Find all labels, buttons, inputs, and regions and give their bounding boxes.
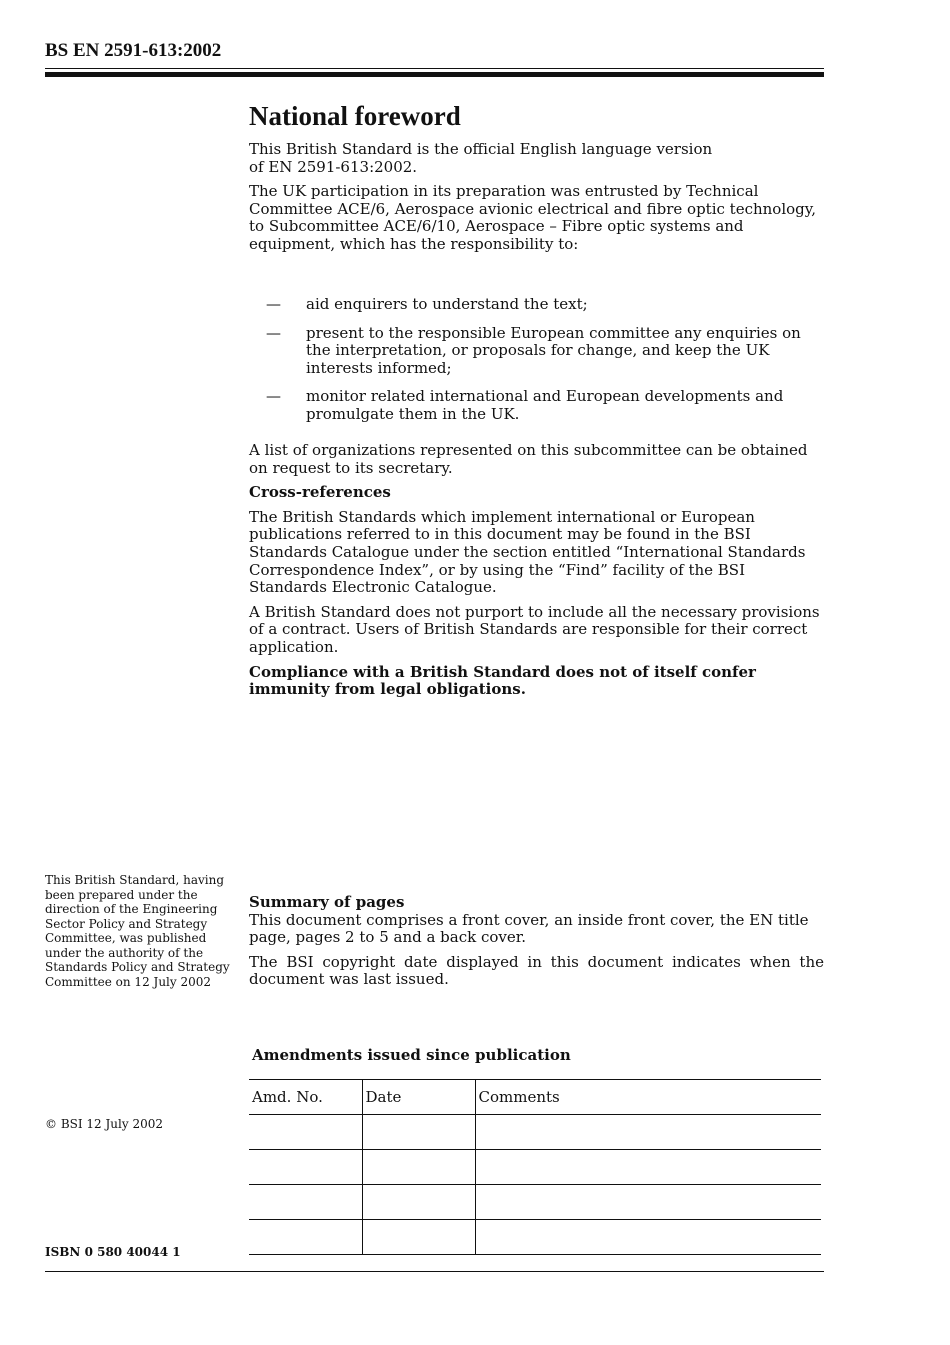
list-item-text: monitor related international and European developments and promulgate them in the UK. bbox=[306, 387, 784, 423]
summary-heading: Summary of pages bbox=[249, 893, 405, 911]
summary-paragraph-1: This document comprises a front cover, an inside front cover, the EN title page, pages 2 to 5 and a back cover. bbox=[249, 910, 809, 947]
copyright-note: © BSI 12 July 2002 bbox=[45, 1117, 164, 1131]
table-cell bbox=[475, 1220, 821, 1255]
dash-marker: — bbox=[266, 323, 281, 342]
isbn-number: ISBN 0 580 40044 1 bbox=[45, 1245, 181, 1259]
table-cell bbox=[362, 1185, 475, 1220]
cross-references-paragraph-2: A British Standard does not purport to include all the necessary provisions of a contract. Users of British Standards are responsible for their correct application. bbox=[249, 602, 820, 656]
table-header-row bbox=[249, 1080, 821, 1115]
table-cell bbox=[362, 1150, 475, 1185]
table-cell bbox=[475, 1115, 821, 1150]
table-cell bbox=[249, 1220, 362, 1255]
dash-marker: — bbox=[266, 387, 281, 406]
after-list-paragraph: A list of organizations represented on this subcommittee can be obtained on request to its secretary. bbox=[249, 441, 808, 477]
page-title: National foreword bbox=[249, 101, 461, 131]
dash-marker: — bbox=[266, 295, 281, 313]
table-row bbox=[249, 1185, 821, 1220]
publication-note: This British Standard, having been prepared under the direction of the Engineering Sector Policy and Strategy Committee, was published under the authority of the Standards Policy and Strategy Committee on 12 July 2002 bbox=[45, 873, 230, 989]
list-item-text: aid enquirers to understand the text; bbox=[306, 295, 588, 313]
table-cell bbox=[362, 1220, 475, 1255]
summary-section bbox=[249, 894, 824, 996]
list-item bbox=[249, 388, 824, 423]
responsibility-list bbox=[249, 296, 824, 435]
list-item bbox=[249, 296, 824, 314]
amendments-title: Amendments issued since publication bbox=[252, 1046, 571, 1064]
table-row bbox=[249, 1150, 821, 1185]
intro-paragraph-1: This British Standard is the official English language version of EN 2591-613:2002. bbox=[249, 140, 713, 176]
column-header-comments: Comments bbox=[475, 1080, 821, 1115]
table-cell bbox=[249, 1115, 362, 1150]
summary-paragraph-2: The BSI copyright date displayed in this document indicates when the document was last issued. bbox=[249, 952, 824, 989]
header-rule-thin bbox=[45, 68, 824, 69]
intro-section bbox=[249, 141, 824, 261]
list-item bbox=[249, 325, 824, 378]
footer-rule bbox=[45, 1271, 824, 1272]
table-cell bbox=[249, 1185, 362, 1220]
document-id: BS EN 2591-613:2002 bbox=[45, 40, 222, 61]
table-cell bbox=[475, 1150, 821, 1185]
table-row bbox=[249, 1220, 821, 1255]
table-cell bbox=[362, 1115, 475, 1150]
table-cell bbox=[475, 1185, 821, 1220]
list-item-text: present to the responsible European committee any enquiries on the interpretation, or proposals for change, and keep the UK interests informed; bbox=[306, 323, 801, 377]
column-header-date: Date bbox=[362, 1080, 475, 1115]
cross-references-paragraph-1: The British Standards which implement international or European publications referred to in this document may be found in the BSI Standards Catalogue under the section entitled “International Standards Correspondence Index”, or by using the “Find” facility of the BSI Standards Electronic Catalogue. bbox=[249, 507, 806, 597]
cross-references-section bbox=[249, 442, 824, 706]
table-row bbox=[249, 1115, 821, 1150]
column-header-amd-no: Amd. No. bbox=[249, 1080, 362, 1115]
table-cell bbox=[249, 1150, 362, 1185]
intro-paragraph-2: The UK participation in its preparation was entrusted by Technical Committee ACE/6, Aerospace avionic electrical and fibre optic technology, to Subcommittee ACE/6/10, Aerospace – Fibre optic systems and equipment, which has the responsibility to: bbox=[249, 182, 817, 253]
compliance-statement: Compliance with a British Standard does not of itself confer immunity from legal obligations. bbox=[249, 662, 756, 699]
amendments-table bbox=[249, 1079, 821, 1255]
header-rule-thick bbox=[45, 72, 824, 77]
cross-references-heading: Cross-references bbox=[249, 483, 391, 502]
